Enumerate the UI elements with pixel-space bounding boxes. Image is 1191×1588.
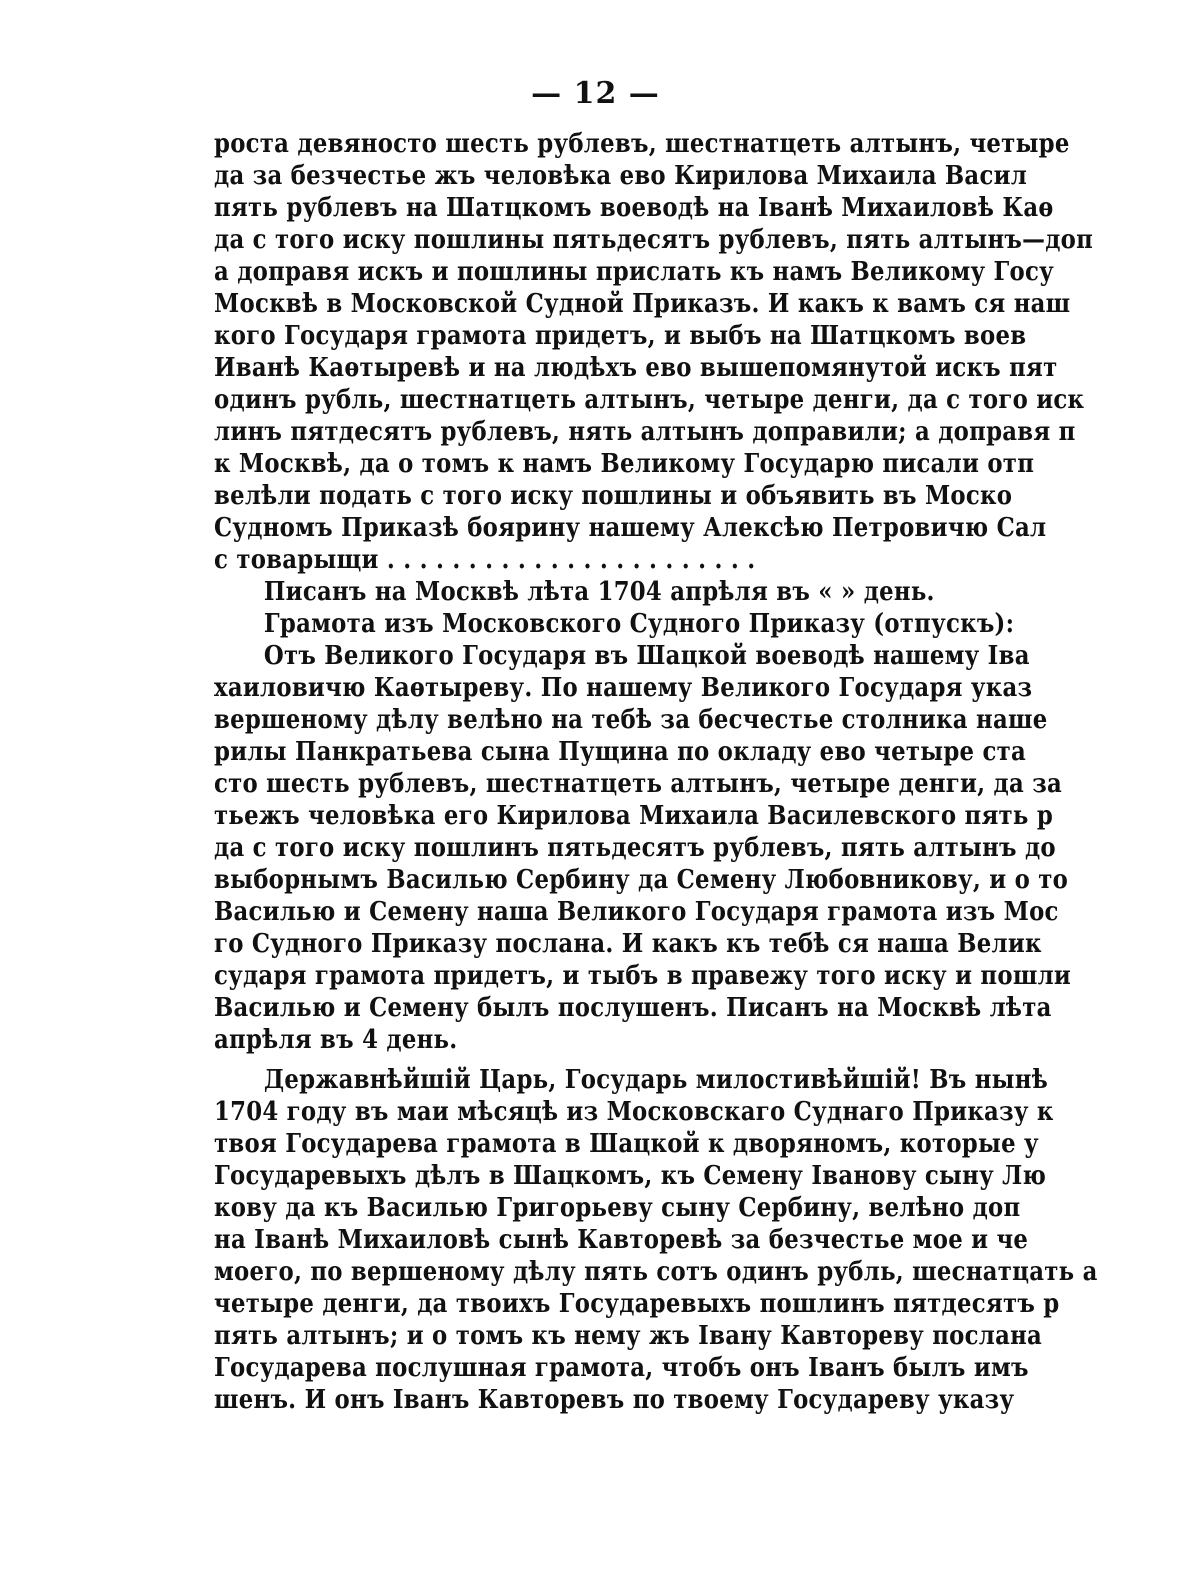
text-line: Судномъ Приказѣ боярину нашему Алексѣю Петровичю Сал (214, 512, 1047, 543)
body-text (214, 128, 1098, 1416)
text-line: а доправя искъ и пошлины прислать къ намъ Великому Госу (214, 256, 1054, 287)
text-line: Иванѣ Каѳтыревѣ и на людѣхъ ево вышепомянутой искъ пят (214, 352, 1058, 383)
text-line: кого Государя грамота придетъ, и выбъ на Шатцкомъ воев (214, 320, 1027, 351)
text-line: апрѣля въ 4 день. (214, 1024, 458, 1055)
text-line: моего, по вершеному дѣлу пять сотъ одинъ рубль, шеснатцать а (214, 1256, 1098, 1287)
text-line: да за безчестье жъ человѣка ево Кирилова Михаила Васил (214, 160, 1028, 191)
page-number: — 12 — (531, 76, 660, 111)
text-line: Василью и Семену наша Великого Государя грамота изъ Мос (214, 896, 1059, 927)
text-line: твоя Государева грамота в Шацкой к дворяномъ, которые у (214, 1128, 1039, 1159)
section-heading: Грамота изъ Московского Судного Приказу (отпускъ): (263, 608, 1015, 639)
text-line: шенъ. И онъ Іванъ Кавторевъ по твоему Государеву указу (214, 1384, 1015, 1415)
text-line: рилы Панкратьева сына Пущина по окладу ево четыре ста (214, 736, 1027, 767)
text-line: к Москвѣ, да о томъ к намъ Великому Государю писали отп (214, 448, 1035, 479)
text-line: с товарыщи . . . . . . . . . . . . . . . . . . . . . . . (214, 544, 756, 575)
text-line: роста девяносто шесть рублевъ, шестнатцеть алтынъ, четыре (214, 128, 1070, 159)
date-line: Писанъ на Москвѣ лѣта 1704 апрѣля въ « » день. (263, 576, 935, 607)
text-line: да с того иску пошлины пятьдесятъ рублевъ, пять алтынъ—доп (214, 224, 1094, 255)
text-line: да с того иску пошлинъ пятьдесятъ рублевъ, пять алтынъ до (214, 832, 1056, 863)
text-line: линъ пятдесятъ рублевъ, нять алтынъ доправили; а доправя п (214, 416, 1076, 447)
text-line: вершеному дѣлу велѣно на тебѣ за бесчестье столника наше (214, 704, 1048, 735)
text-line: Василью и Семену былъ послушенъ. Писанъ на Москвѣ лѣта (214, 992, 1052, 1023)
text-line: 1704 году въ маи мѣсяцѣ из Московскаго Суднаго Приказу к (214, 1096, 1054, 1127)
text-line: четыре денги, да твоихъ Государевыхъ пошлинъ пятдесятъ р (214, 1288, 1060, 1319)
text-line: сто шесть рублевъ, шестнатцеть алтынъ, четыре денги, да за (214, 768, 1063, 799)
text-line: пять алтынъ; и о томъ къ нему жъ Івану Кавтореву послана (214, 1320, 1043, 1351)
text-line: пять рублевъ на Шатцкомъ воеводѣ на Іванѣ Михаиловѣ Каѳ (214, 192, 1054, 223)
text-line: хаиловичю Каѳтыреву. По нашему Великого Государя указ (214, 672, 1033, 703)
text-line: на Іванѣ Михаиловѣ сынѣ Кавторевѣ за безчестье мое и че (214, 1224, 1029, 1255)
text-line: Государева послушная грамота, чтобъ онъ Іванъ былъ имъ (214, 1352, 1029, 1383)
text-line: выборнымъ Василью Сербину да Семену Любовникову, и о то (214, 864, 1069, 895)
text-line: сударя грамота придетъ, и тыбъ в правежу того иску и пошли (214, 960, 1072, 991)
text-line: кову да къ Василью Григорьеву сыну Сербину, велѣно доп (214, 1192, 1021, 1223)
text-line: Государевыхъ дѣлъ в Шацкомъ, къ Семену Іванову сыну Лю (214, 1160, 1047, 1191)
text-line: тьежъ человѣка его Кирилова Михаила Василевского пять р (214, 800, 1054, 831)
text-line: Москвѣ в Московской Судной Приказъ. И какъ к вамъ ся наш (214, 288, 1071, 319)
text-line: велѣли подать с того иску пошлины и объявить въ Моско (214, 480, 1013, 511)
text-line: одинъ рубль, шестнатцеть алтынъ, четыре денги, да с того иск (214, 384, 1085, 415)
text-line: го Судного Приказу послана. И какъ къ тебѣ ся наша Велик (214, 928, 1042, 959)
text-line: Державнѣйшій Царь, Государь милостивѣйшій! Въ нынѣ (263, 1064, 1048, 1095)
text-line: Отъ Великого Государя въ Шацкой воеводѣ нашему Іва (263, 640, 1030, 671)
